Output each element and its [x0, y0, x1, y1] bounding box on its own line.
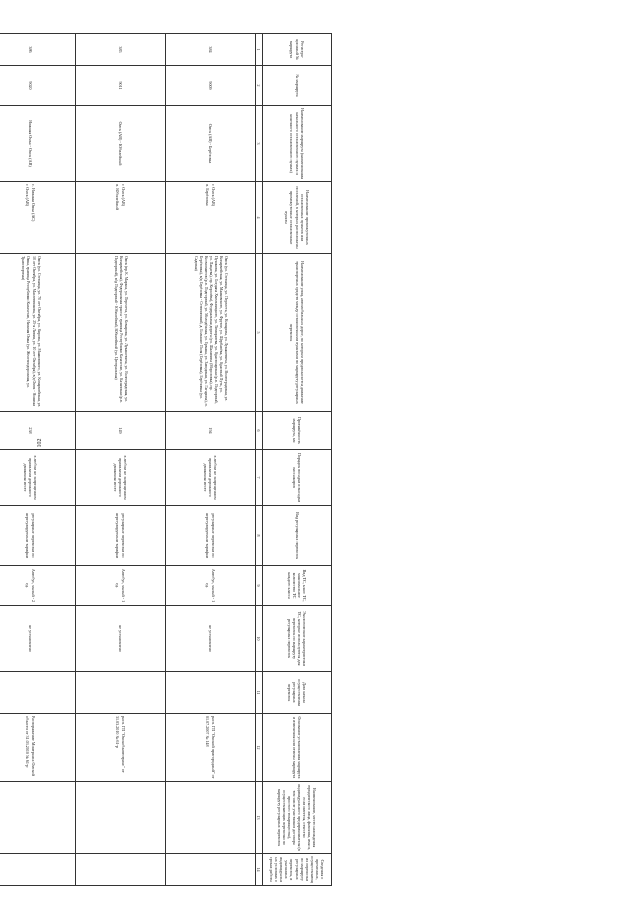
- routes-table: [0, 33, 332, 886]
- header-cell: Наименование маршрута (наименования начального остановочного пункта и конечного остановочного пункта): [263, 106, 332, 182]
- header-cell: Наименование улиц, автомобильных дорог, по которым предполагается движение транспортных средств между остановочными пунктами по маршруту регулярных перевозок: [263, 254, 332, 412]
- column-number: 6: [256, 412, 263, 450]
- eco-cell: не установлено: [0, 606, 76, 672]
- reg-number-cell: 385: [76, 34, 166, 66]
- column-number: 5: [256, 254, 263, 412]
- boarding-cell: в любом не запрещенном правилами дорожного движения месте: [0, 450, 76, 506]
- info-cell: [0, 854, 76, 886]
- route-name-cell: Омск (АВ) - Берёзовка: [166, 106, 256, 182]
- boarding-cell: в любом не запрещенном правилами дорожного движения месте: [76, 450, 166, 506]
- stops-cell: с. Нижняя Омка (АС) г. Омск (АВ): [0, 182, 76, 254]
- header-cell: Наименование, место нахождения юридического лица, фамилия, имя и, если имеется, отчество индивидуального предпринимателя (в том числе участников договора простого товарищества), осуществляющих перевозки по маршруту регулярных перевозок: [263, 782, 332, 854]
- streets-cell: Омск (пр.К. Маркса, ул. Перелета, ул. Комарова, ул. Лукашевича, ул. Волгоградская, ул. Конармейская), Федеральная трасса - граница Республики Казахстан, ул. Казанская (р.п. Подгорный), в/д Подгорный - Юбилейный, Юбилейный (ул. Центральная): [76, 254, 166, 412]
- column-number: 9: [256, 566, 263, 606]
- eco-cell: не установлено: [76, 606, 166, 672]
- route-name-cell: Нижняя Омка - Омск (АВ): [0, 106, 76, 182]
- page-number: 102: [37, 438, 43, 448]
- length-cell: 149: [76, 412, 166, 450]
- column-number: 13: [256, 782, 263, 854]
- streets-cell: Омск (ул. Степанца, ул. Перелета, ул. Комарова, ул. Лукашевича, ул. Волгоградская, ул. Конармейская, ул. Маяковского, ул. Фрунзе, ул. Щербанёва, ул. Красный Путь, ул. Пушкина, ул. Богдана Хмельницкого, ул. Тимирязева, ул. Красноярская (р.п. Подгорный, ул. Пацаева), пр. Королёва), Федеральная дорога (ул. Шаляпина (Морозовка), пр. Космонавтов (р.п. Подгорный, ул. Молодёжная, ул. Ермака, ул. Заводская, ул. Гагарина), п. Берёзовка), в/д Берёзовка - Степнинский, д. Большие Поля (Берёзовка), Берёзовка (ул. Садовая): [166, 254, 256, 412]
- basis-cell: расп. ГП "Омскоблавтотранс" от 31.03.2010 № 61-р: [76, 714, 166, 782]
- header-row: [263, 34, 332, 886]
- header-cell: Порядок посадки и высадки пассажиров: [263, 450, 332, 506]
- transport-type-cell: регулярные перевозки по нерегулируемым тарифам: [166, 506, 256, 566]
- stops-cell: г. Омск (АВ) п. Юбилейный: [76, 182, 166, 254]
- column-number: 12: [256, 714, 263, 782]
- reg-number-cell: 386: [0, 34, 76, 66]
- header-cell: Наименование промежуточных остановочных пунктов или поселений, в которых расположены промежуточные остановочные пункты: [263, 182, 332, 254]
- column-number: 1: [256, 34, 263, 66]
- boarding-cell: в любом не запрещенном правилами дорожного движения месте: [166, 450, 256, 506]
- vehicles-cell: Автобус, малый - 1 ед.: [166, 566, 256, 606]
- table-row: [0, 34, 76, 886]
- reg-number-cell: 384: [166, 34, 256, 66]
- info-cell: [166, 854, 256, 886]
- route-number-cell: 9020: [0, 66, 76, 106]
- route-name-cell: Омск (АВ) - Юбилейный: [76, 106, 166, 182]
- column-number: 3: [256, 106, 263, 182]
- column-number: 14: [256, 854, 263, 886]
- column-number-row: [256, 34, 263, 886]
- streets-cell: Омск (ул. Степанца, ул. 70 лет Октября, ул. Кирова, ул. Маяковского, ул. Конармейская, ул. 10 лет Октября, ул. Масленникова, ул. 25-я Линия, ул. 10 лет Октября), в/д Омск - Нижняя Омка, граница Республики Казахстан, Нижняя Омка (ул. Железнодорожная, ул. Транспортная): [0, 254, 76, 412]
- table-body: [0, 34, 256, 886]
- table-row: [166, 34, 256, 886]
- header-cell: № маршрута: [263, 66, 332, 106]
- column-number: 11: [256, 672, 263, 714]
- column-number: 7: [256, 450, 263, 506]
- basis-cell: Распоряжение Минтранса Омской области от 31.03.2010 № 61-р: [0, 714, 76, 782]
- header-cell: Вид регулярных перевозок: [263, 506, 332, 566]
- length-cell: 194: [166, 412, 256, 450]
- header-cell: Регистра-ционный № маршрута: [263, 34, 332, 66]
- transport-type-cell: регулярные перевозки по нерегулируемым тарифам: [0, 506, 76, 566]
- length-cell: 238: [0, 412, 76, 450]
- header-cell: Сведения о временных, осуществляющих перевозки по маршруту регулярных перевозок, и указанных индивидуальных условиях о сроках работы: [263, 854, 332, 886]
- column-number: 4: [256, 182, 263, 254]
- column-number: 2: [256, 66, 263, 106]
- operator-cell: [166, 782, 256, 854]
- vehicles-cell: Автобус, малый - 1 ед.: [76, 566, 166, 606]
- eco-cell: не установлено: [166, 606, 256, 672]
- info-cell: [76, 854, 166, 886]
- header-cell: Экологические характеристики ТС, которые используются для перевозок по маршруту регулярных перевозок: [263, 606, 332, 672]
- route-number-cell: 9009: [166, 66, 256, 106]
- column-number: 8: [256, 506, 263, 566]
- basis-cell: расп. ГП "Омский пригородный" от 01.07.2007 № 148: [166, 714, 256, 782]
- table-row: [76, 34, 166, 886]
- start-date-cell: [0, 672, 76, 714]
- header-cell: Протяжённость маршрута, км: [263, 412, 332, 450]
- column-number: 10: [256, 606, 263, 672]
- route-number-cell: 9011: [76, 66, 166, 106]
- transport-type-cell: регулярные перевозки по нерегулируемым тарифам: [76, 506, 166, 566]
- rotated-page: [0, 33, 332, 885]
- header-cell: Дата начала осуществления регулярных перевозок: [263, 672, 332, 714]
- header-cell: Основание установления маршрута и изменения или отмены маршрута: [263, 714, 332, 782]
- stops-cell: г. Омск (АВ) п. Берёзовка: [166, 182, 256, 254]
- start-date-cell: [76, 672, 166, 714]
- operator-cell: [0, 782, 76, 854]
- start-date-cell: [166, 672, 256, 714]
- vehicles-cell: Автобус, малый - 2 ед.: [0, 566, 76, 606]
- operator-cell: [76, 782, 166, 854]
- header-cell: Вид ТС, класс ТС, максимальное количество ТС каждого класса: [263, 566, 332, 606]
